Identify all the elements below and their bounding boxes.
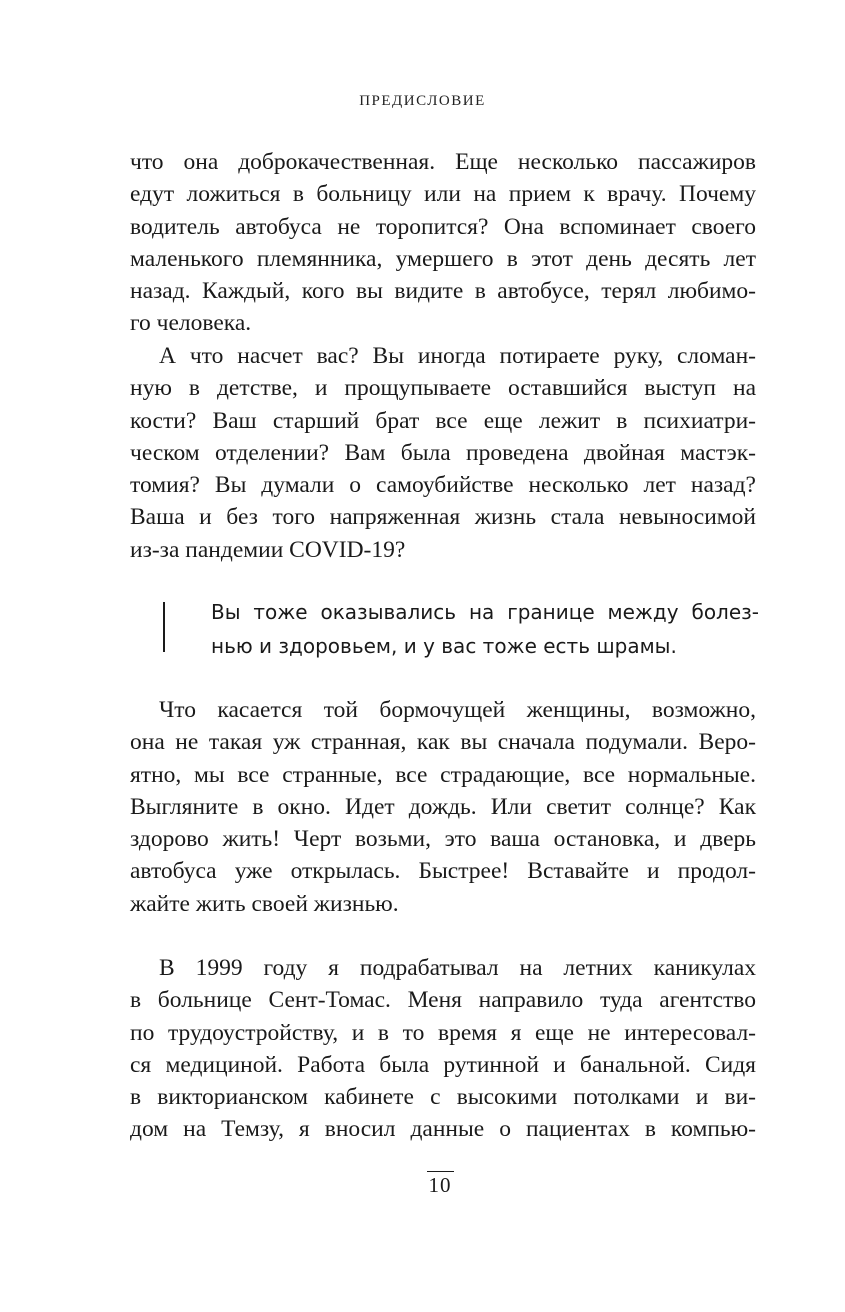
text-line: го человека. — [130, 310, 252, 337]
text-line: здорово жить! Черт возьми, это ваша остановка, и дверь — [130, 826, 756, 853]
paragraph — [130, 694, 756, 920]
text-line: томия? Вы думали о самоубийстве несколько лет назад? — [130, 472, 756, 499]
text-line: назад. Каждый, кого вы видите в автобусе, терял любимо- — [130, 278, 756, 305]
text-line: водитель автобуса не торопится? Она вспоминает своего — [130, 213, 756, 240]
quote-line: Вы тоже оказывались на границе между болез- — [211, 600, 759, 624]
text-line: В 1999 году я подрабатывал на летних каникулах — [159, 955, 756, 981]
running-head: ПРЕДИСЛОВИЕ — [359, 93, 486, 109]
text-line: что она доброкачественная. Еще несколько пассажиров — [130, 149, 756, 175]
text-line: жайте жить своей жизнью. — [130, 890, 399, 917]
text-line: автобуса уже открылась. Быстрее! Вставайте и продол- — [130, 858, 756, 885]
text-line: дом на Темзу, я вносил данные о пациентах в компью- — [130, 1116, 756, 1143]
text-line: кости? Ваш старший брат все еще лежит в психиатри- — [130, 407, 756, 434]
text-line: Ваша и без того напряженная жизнь стала невыносимой — [130, 504, 756, 531]
text-line: ную в детстве, и прощупываете оставшийся выступ на — [130, 375, 756, 402]
text-line: ся медициной. Работа была рутинной и банальной. Сидя — [130, 1051, 756, 1078]
page-number: 10 — [428, 1173, 452, 1197]
pull-quote-bar — [163, 602, 165, 652]
pull-quote-text — [211, 595, 759, 663]
pull-quote — [163, 595, 759, 657]
paragraph — [130, 952, 756, 1146]
paragraph-continued — [130, 146, 756, 340]
text-line: из-за пандемии COVID-19? — [130, 536, 406, 563]
text-line: ческом отделении? Вам была проведена двойная мастэк- — [130, 439, 756, 466]
text-line: А что насчет вас? Вы иногда потираете руку, сломан- — [159, 343, 756, 369]
text-line: едут ложиться в больницу или на прием к врачу. Почему — [130, 181, 756, 208]
text-line: в больнице Сент-Томас. Меня направило туда агентство — [130, 987, 756, 1014]
text-line: маленького племянника, умершего в этот день десять лет — [130, 245, 756, 272]
text-line: она не такая уж странная, как вы сначала подумали. Веро- — [130, 729, 756, 756]
text-line: ятно, мы все странные, все страдающие, все нормальные. — [130, 761, 756, 788]
text-line: в викторианском кабинете с высокими потолками и ви- — [130, 1084, 756, 1111]
page-number-rule — [427, 1171, 454, 1172]
text-line: по трудоустройству, и в то время я еще не интересовал- — [130, 1019, 756, 1046]
quote-line: нью и здоровьем, и у вас тоже есть шрамы. — [211, 634, 677, 658]
paragraph — [130, 340, 756, 566]
text-line: Выгляните в окно. Идет дождь. Или светит солнце? Как — [130, 793, 756, 820]
text-line: Что касается той бормочущей женщины, возможно, — [159, 697, 756, 723]
